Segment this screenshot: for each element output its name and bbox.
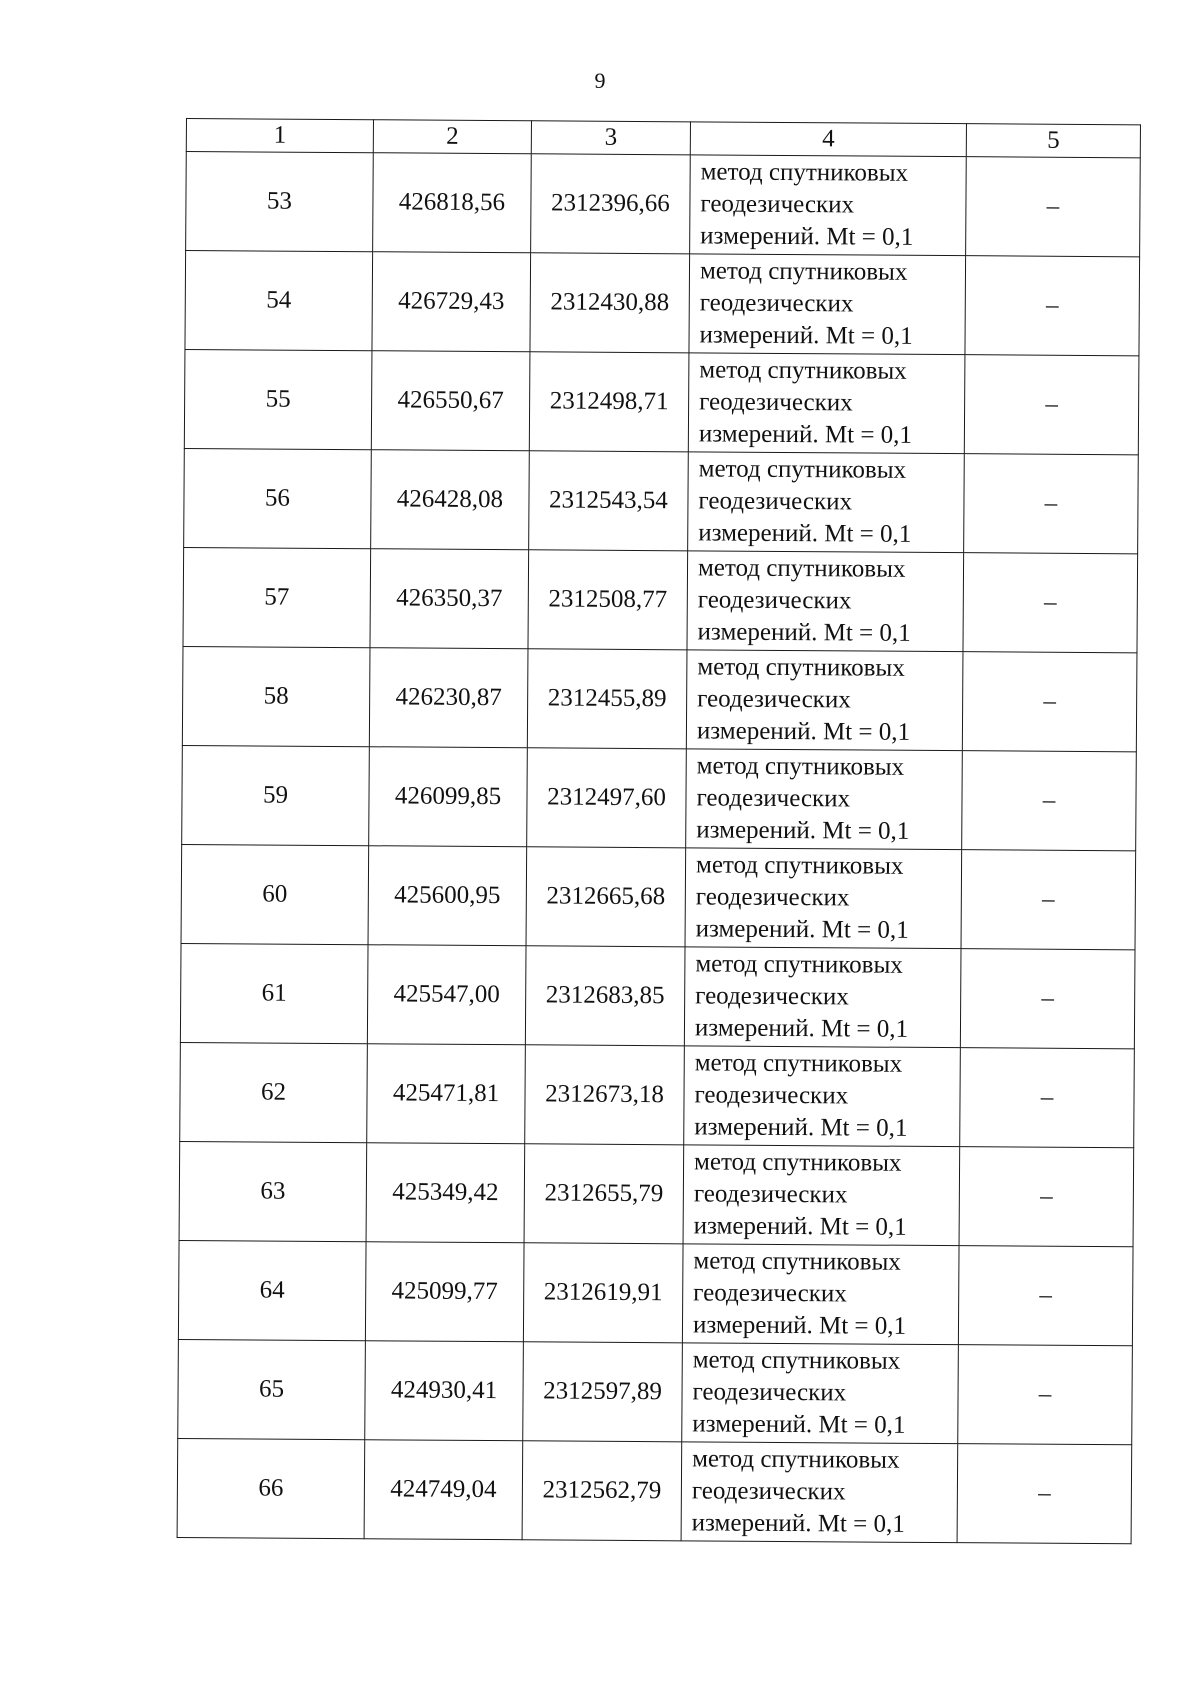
method-line: геодезических (696, 784, 851, 813)
method-line: измерений. Mt = 0,1 (698, 519, 912, 548)
y-coordinate-cell: 2312498,71 (529, 352, 689, 452)
note-cell: – (963, 553, 1138, 653)
y-coordinate-cell: 2312597,89 (523, 1342, 683, 1442)
x-coordinate-cell: 424749,04 (364, 1440, 523, 1540)
x-coordinate-cell: 425099,77 (365, 1242, 524, 1342)
method-cell (684, 1046, 961, 1147)
x-coordinate-cell: 426350,37 (370, 549, 529, 649)
y-coordinate-cell: 2312543,54 (529, 451, 689, 551)
method-cell (682, 1244, 959, 1345)
note-cell: – (960, 1048, 1135, 1148)
method-line: измерений. Mt = 0,1 (698, 420, 913, 449)
method-cell (690, 155, 967, 256)
method-line: геодезических (698, 487, 853, 516)
table-row (181, 844, 1136, 949)
point-number-cell: 62 (180, 1042, 368, 1142)
y-coordinate-cell: 2312508,77 (528, 550, 688, 650)
coordinates-table-container (177, 118, 1140, 1544)
method-line: геодезических (695, 982, 849, 1011)
method-line: измерений. Mt = 0,1 (694, 1113, 908, 1142)
method-cell (681, 1442, 958, 1543)
method-line: геодезических (700, 190, 855, 219)
point-number-cell: 60 (181, 844, 369, 944)
method-line: метод спутниковых (694, 1049, 903, 1078)
method-line: метод спутниковых (697, 653, 905, 682)
method-cell (687, 551, 964, 652)
method-line: геодезических (699, 289, 854, 318)
method-line: метод спутниковых (693, 1148, 902, 1177)
note-cell: – (964, 454, 1139, 554)
x-coordinate-cell: 424930,41 (365, 1341, 524, 1441)
y-coordinate-cell: 2312430,88 (530, 253, 690, 353)
method-line: метод спутниковых (692, 1346, 901, 1375)
method-line: метод спутниковых (693, 1247, 901, 1276)
x-coordinate-cell: 426230,87 (369, 648, 528, 748)
x-coordinate-cell: 426099,85 (369, 747, 528, 847)
column-header: 1 (186, 119, 373, 153)
y-coordinate-cell: 2312655,79 (524, 1144, 684, 1244)
column-header: 4 (690, 122, 966, 157)
y-coordinate-cell: 2312673,18 (525, 1045, 685, 1145)
page-number: 9 (594, 68, 606, 93)
point-number-cell: 61 (180, 943, 368, 1043)
table-row (182, 745, 1137, 850)
point-number-cell: 65 (178, 1339, 366, 1439)
method-cell (683, 1145, 960, 1246)
point-number-cell: 55 (184, 349, 372, 449)
point-number-cell: 66 (177, 1438, 365, 1538)
method-line: геодезических (694, 1081, 849, 1110)
y-coordinate-cell: 2312497,60 (527, 748, 687, 848)
table-row (184, 448, 1139, 553)
method-line: геодезических (697, 685, 851, 714)
method-cell (689, 254, 966, 355)
method-line: метод спутниковых (695, 950, 903, 979)
point-number-cell: 63 (179, 1141, 367, 1241)
table-row (179, 1141, 1134, 1246)
x-coordinate-cell: 425471,81 (367, 1044, 526, 1144)
method-line: геодезических (693, 1279, 847, 1308)
method-line: измерений. Mt = 0,1 (699, 321, 913, 350)
note-cell: – (957, 1444, 1132, 1544)
note-cell: – (962, 751, 1137, 851)
table-row (178, 1240, 1133, 1345)
y-coordinate-cell: 2312683,85 (525, 946, 685, 1046)
note-cell: – (958, 1345, 1133, 1445)
method-line: метод спутниковых (697, 554, 906, 583)
coordinates-table (177, 118, 1141, 1544)
method-cell (686, 749, 963, 850)
point-number-cell: 59 (182, 745, 370, 845)
note-cell: – (958, 1246, 1133, 1346)
method-line: измерений. Mt = 0,1 (700, 222, 914, 251)
method-line: измерений. Mt = 0,1 (694, 1014, 909, 1043)
x-coordinate-cell: 426550,67 (371, 351, 530, 451)
note-cell: – (964, 355, 1139, 455)
x-coordinate-cell: 426818,56 (373, 153, 532, 253)
y-coordinate-cell: 2312619,91 (523, 1243, 683, 1343)
method-cell (686, 650, 963, 751)
y-coordinate-cell: 2312455,89 (527, 649, 687, 749)
point-number-cell: 56 (184, 448, 372, 548)
method-line: измерений. Mt = 0,1 (691, 1509, 905, 1538)
method-line: геодезических (699, 388, 853, 417)
column-header: 3 (531, 121, 690, 155)
table-row (177, 1438, 1132, 1543)
note-cell: – (960, 949, 1135, 1049)
method-line: метод спутниковых (695, 851, 904, 880)
y-coordinate-cell: 2312562,79 (522, 1441, 682, 1541)
y-coordinate-cell: 2312665,68 (526, 847, 686, 947)
table-row (186, 152, 1141, 257)
method-line: измерений. Mt = 0,1 (692, 1311, 907, 1340)
method-line: измерений. Mt = 0,1 (692, 1410, 906, 1439)
method-cell (682, 1343, 959, 1444)
method-line: измерений. Mt = 0,1 (697, 618, 911, 647)
method-line: геодезических (692, 1378, 847, 1407)
table-row (180, 943, 1135, 1048)
x-coordinate-cell: 425349,42 (366, 1143, 525, 1243)
table-row (178, 1339, 1133, 1444)
x-coordinate-cell: 425600,95 (368, 846, 527, 946)
method-line: метод спутниковых (692, 1445, 900, 1474)
method-cell (688, 353, 965, 454)
point-number-cell: 53 (186, 152, 374, 252)
point-number-cell: 64 (178, 1240, 366, 1340)
note-cell: – (965, 256, 1140, 356)
x-coordinate-cell: 426729,43 (372, 252, 531, 352)
table-body (177, 119, 1140, 1544)
x-coordinate-cell: 426428,08 (371, 450, 530, 550)
table-row (184, 349, 1139, 454)
point-number-cell: 58 (182, 646, 370, 746)
method-line: измерений. Mt = 0,1 (695, 915, 909, 944)
method-cell (688, 452, 965, 553)
column-header: 5 (966, 124, 1140, 158)
table-row (180, 1042, 1135, 1147)
y-coordinate-cell: 2312396,66 (531, 154, 691, 254)
table-row (185, 251, 1140, 356)
method-line: измерений. Mt = 0,1 (693, 1212, 907, 1241)
column-header: 2 (373, 120, 531, 154)
point-number-cell: 57 (183, 547, 371, 647)
point-number-cell: 54 (185, 251, 373, 351)
method-line: измерений. Mt = 0,1 (696, 717, 911, 746)
method-line: измерений. Mt = 0,1 (696, 816, 910, 845)
method-line: метод спутниковых (699, 257, 908, 286)
table-row (183, 547, 1138, 652)
method-line: метод спутниковых (699, 356, 907, 385)
method-line: геодезических (693, 1180, 848, 1209)
table-row (182, 646, 1137, 751)
note-cell: – (962, 652, 1137, 752)
method-cell (685, 848, 962, 949)
method-line: геодезических (691, 1477, 846, 1506)
method-line: геодезических (697, 586, 852, 615)
note-cell: – (959, 1147, 1134, 1247)
x-coordinate-cell: 425547,00 (367, 945, 526, 1045)
note-cell: – (961, 850, 1136, 950)
method-cell (684, 947, 961, 1048)
method-line: метод спутниковых (700, 158, 909, 187)
method-line: метод спутниковых (696, 752, 905, 781)
method-line: геодезических (695, 883, 850, 912)
note-cell: – (966, 157, 1141, 257)
method-line: метод спутниковых (698, 455, 907, 484)
